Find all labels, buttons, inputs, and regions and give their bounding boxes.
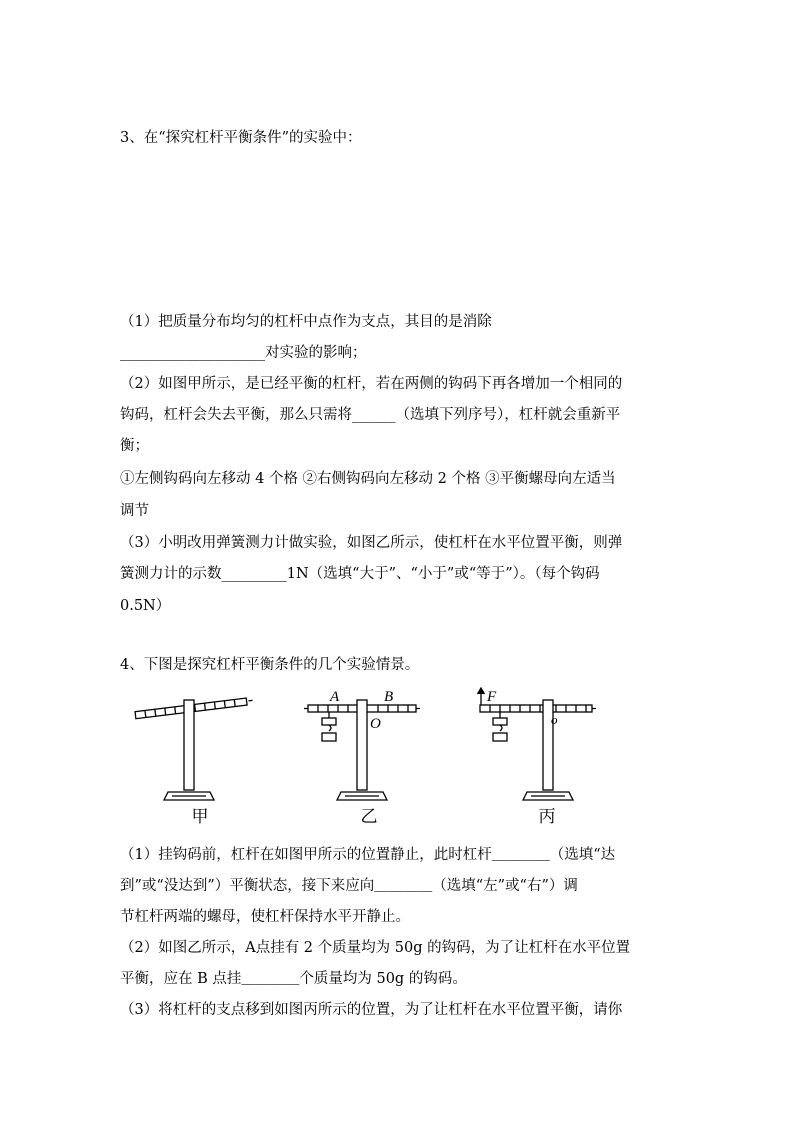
q3-part1-line1: （1）把质量分布均匀的杠杆中点作为支点，其目的是消除 xyxy=(120,314,492,330)
label-a: A xyxy=(330,689,340,705)
q4-part3-line1: （3）将杠杆的支点移到如图丙所示的位置，为了让杠杆在水平位置平衡，请你 xyxy=(120,1002,623,1018)
q3-part2-line2: 钩码，杠杆会失去平衡，那么只需将______（选填下列序号），杠杆就会重新平 xyxy=(120,407,621,423)
caption-bing: 丙 xyxy=(538,807,556,827)
q3-part3-line3: 0.5N） xyxy=(120,598,171,614)
q4-part2-line2: 平衡，应在 B 点挂＿＿＿＿个质量均为 50g 的钩码。 xyxy=(120,971,467,987)
figure-bing-lever xyxy=(480,705,596,712)
q3-part2-line3: 衡； xyxy=(120,438,149,454)
q4-title: 4、下图是探究杠杆平衡条件的几个实验情景。 xyxy=(120,657,420,673)
lever-figures xyxy=(120,682,680,830)
caption-yi: 乙 xyxy=(360,807,378,827)
q4-part1-line1: （1）挂钩码前，杠杆在如图甲所示的位置静止，此时杠杆＿＿＿＿（选填“达 xyxy=(120,847,616,863)
figure-yi-weights xyxy=(322,712,336,741)
figure-bing-weights xyxy=(493,712,507,741)
q3-part1-line2: ____________________对实验的影响； xyxy=(120,345,367,361)
q3-part2-line1: （2）如图甲所示，是已经平衡的杠杆，若在两侧的钩码下再各增加一个相同的 xyxy=(120,376,623,392)
q3-part2-options: ①左侧钩码向左移动 4 个格 ②右侧钩码向左移动 2 个格 ③平衡螺母向左适当 xyxy=(120,471,616,487)
figure-yi-stand xyxy=(337,700,387,800)
q4-part2-line1: （2）如图乙所示，A点挂有 2 个质量均为 50g 的钩码，为了让杠杆在水平位置 xyxy=(120,940,631,956)
q3-part2-options-line2: 调节 xyxy=(120,503,149,519)
q4-part1-line2: 到”或“没达到”）平衡状态，接下来应向＿＿＿＿（选填“左”或“右”）调 xyxy=(120,878,578,894)
figure-jia-stand xyxy=(164,700,214,800)
label-b: B xyxy=(384,689,394,705)
q3-title: 3、在“探究杠杆平衡条件”的实验中： xyxy=(120,130,362,146)
label-o: O xyxy=(370,716,381,732)
q3-part3-line2: 簧测力计的示数_________1N（选填“大于”、“小于”或“等于”）。（每个钩码 xyxy=(120,566,600,582)
figure-bing-stand xyxy=(523,700,573,800)
label-f: F xyxy=(487,689,497,705)
q3-part3-line1: （3）小明改用弹簧测力计做实验，如图乙所示，使杠杆在水平位置平衡，则弹 xyxy=(120,535,623,551)
q4-part1-line3: 节杠杆两端的螺母，使杠杆保持水平开静止。 xyxy=(120,909,410,925)
label-o-small: o xyxy=(551,712,558,727)
force-arrow-icon xyxy=(478,688,485,705)
caption-jia: 甲 xyxy=(191,807,209,827)
